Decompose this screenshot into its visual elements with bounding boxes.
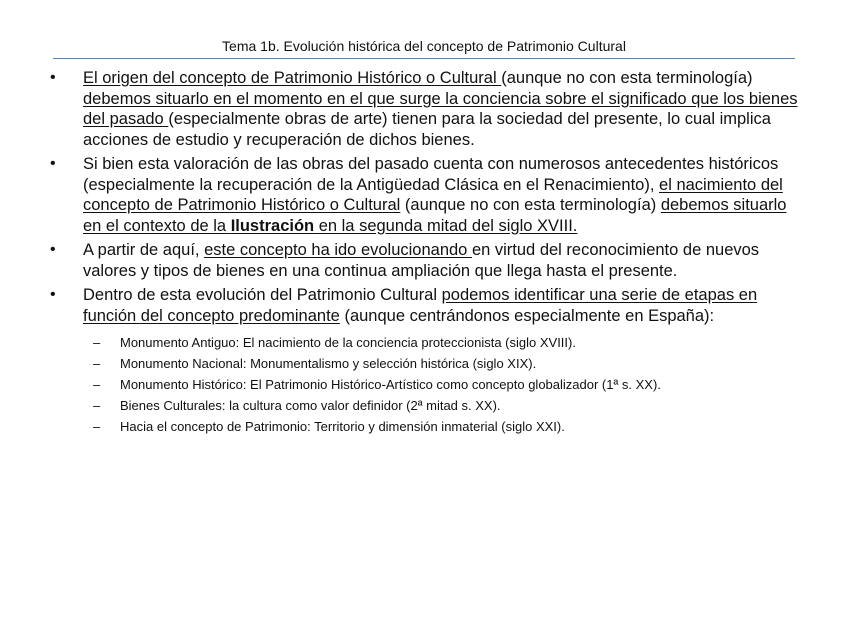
- sub-bullet-text: Hacia el concepto de Patrimonio: Territorio y dimensión inmaterial (siglo XXI).: [120, 419, 565, 434]
- bullet-text-segment: (aunque no con esta terminología): [501, 69, 753, 87]
- bullet-text-segment: A partir de aquí,: [83, 241, 205, 259]
- bullet-text-segment: Dentro de esta evolución del Patrimonio Cultural: [83, 286, 442, 304]
- sub-bullet-item: [83, 332, 802, 353]
- title-divider: [53, 58, 795, 59]
- sub-bullet-item: [83, 374, 802, 395]
- bullet-text-segment: en la segunda mitad del siglo XVIII.: [314, 216, 578, 235]
- bullet-text-segment: El origen del concepto de Patrimonio Histórico o Cultural: [83, 69, 502, 87]
- dash-icon: –: [93, 356, 101, 371]
- bullet-icon: •: [50, 155, 56, 172]
- slide-content: [50, 68, 802, 441]
- sub-bullet-item: [83, 416, 802, 437]
- bullet-text-segment: el nacimiento del concepto de Patrimonio Histórico o Cultural: [83, 175, 783, 214]
- bullet-item-1: [50, 68, 802, 150]
- bullet-item-2: [50, 154, 802, 236]
- sub-bullet-text: Bienes Culturales: la cultura como valor definidor (2ª mitad s. XX).: [120, 398, 501, 413]
- sub-bullet-list: [83, 332, 802, 437]
- sub-bullet-text: Monumento Nacional: Monumentalismo y selección histórica (siglo XIX).: [120, 356, 537, 371]
- bullet-icon: •: [50, 241, 56, 258]
- bullet-text-segment: en virtud del reconocimiento de nuevos valores y tipos de bienes en una continua ampliación que llega hasta el presente.: [83, 241, 760, 280]
- dash-icon: –: [93, 398, 101, 413]
- bullet-item-3: [50, 240, 802, 281]
- dash-icon: –: [93, 377, 101, 392]
- dash-icon: –: [93, 419, 101, 434]
- bullet-text-segment: debemos situarlo en el contexto de la: [83, 196, 787, 235]
- bullet-list: [50, 68, 802, 437]
- bullet-item-4: [50, 285, 802, 437]
- bullet-text-segment: Si bien esta valoración de las obras del pasado cuenta con numerosos antecedentes históricos (especialmente la recuperación de la Antigüedad Clásica en el Renacimiento),: [83, 155, 779, 194]
- bullet-text-segment: (aunque centrándonos especialmente en España):: [339, 306, 715, 325]
- sub-bullet-text: Monumento Histórico: El Patrimonio Histórico-Artístico como concepto globalizador (1ª s. XX).: [120, 377, 661, 392]
- bullet-icon: •: [50, 69, 56, 86]
- bullet-text-segment: debemos situarlo en el momento en el que surge la conciencia sobre el significado que los bienes del pasado: [83, 89, 798, 128]
- sub-bullet-text: Monumento Antiguo: El nacimiento de la conciencia proteccionista (siglo XVIII).: [120, 335, 576, 350]
- sub-bullet-item: [83, 395, 802, 416]
- bullet-text-segment: (especialmente obras de arte) tienen para la sociedad del presente, lo cual implica acciones de estudio y recuperación de dichos bienes.: [83, 110, 771, 149]
- bullet-text-segment: Ilustración: [230, 216, 315, 235]
- bullet-text-segment: este concepto ha ido evolucionando: [204, 241, 472, 259]
- bullet-text-segment: podemos identificar una serie de etapas en función del concepto predominante: [83, 286, 758, 325]
- sub-bullet-item: [83, 353, 802, 374]
- bullet-text-segment: (aunque no con esta terminología): [400, 196, 661, 214]
- bullet-icon: •: [50, 286, 56, 303]
- dash-icon: –: [93, 335, 101, 350]
- slide-title: Tema 1b. Evolución histórica del concepto de Patrimonio Cultural: [222, 38, 626, 54]
